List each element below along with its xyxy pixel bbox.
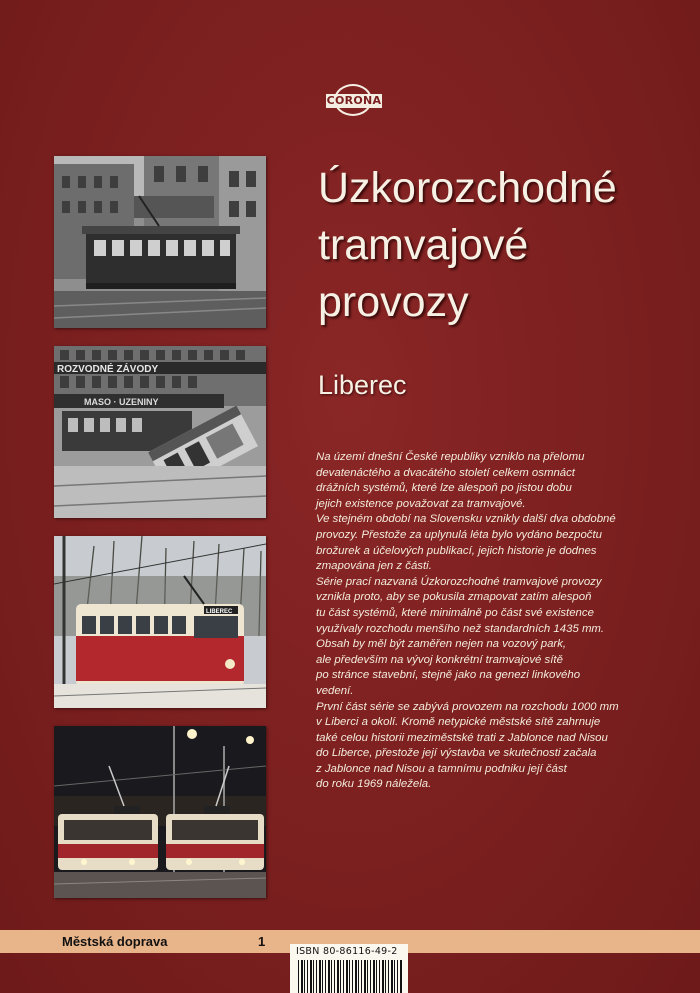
book-title xyxy=(318,160,688,331)
publisher-logo xyxy=(326,82,382,118)
blurb-line: jejich existence považovat za tramvajové. xyxy=(316,497,526,510)
blurb-paragraph-1 xyxy=(316,450,656,512)
logo-text: CORONA xyxy=(326,94,382,107)
blurb-line: zmapována jen z části. xyxy=(316,560,432,573)
series-label: Městská doprava xyxy=(62,934,168,949)
blurb-line: Série prací nazvaná Úzkorozchodné tramvajové provozy xyxy=(316,575,602,588)
blurb-paragraph-4 xyxy=(316,700,656,794)
blurb-line: Na území dnešní České republiky vzniklo na přelomu xyxy=(316,451,585,463)
isbn-barcode-sticker xyxy=(290,944,408,993)
title-line-3: provozy xyxy=(318,278,469,326)
photo-overturned-tram xyxy=(54,346,266,518)
blurb-paragraph-2 xyxy=(316,512,656,574)
shop-sign-top: ROZVODNÉ ZÁVODY xyxy=(57,364,159,375)
blurb-line: z Jablonce nad Nisou a tamnímu podniku její část xyxy=(316,762,567,775)
photo-night-trams xyxy=(54,726,266,898)
route-sign: LIBEREC xyxy=(206,609,233,615)
isbn-text: ISBN 80-86116-49-2 xyxy=(296,946,398,957)
blurb-line: po stránce stavební, stejně jako na genezi linkového xyxy=(316,669,581,682)
blurb-line: devatenáctého a dvacátého století celkem osmnáct xyxy=(316,466,575,479)
photo-modern-tram xyxy=(54,536,266,708)
blurb-line: vznikla proto, aby se pokusila zmapovat zatím alespoň xyxy=(316,591,592,604)
blurb-line: ale především na vývoj konkrétní tramvajové sítě xyxy=(316,653,563,666)
blurb-line: vedení. xyxy=(316,684,354,697)
barcode-icon xyxy=(298,960,402,993)
blurb-line: využívaly rozchodu menšího než standardních 1435 mm. xyxy=(316,622,605,635)
blurb-line: do roku 1969 náležela. xyxy=(316,778,432,791)
blurb-line: provozy. Přestože za uplynulá léta bylo vydáno bezpočtu xyxy=(316,528,602,541)
blurb-line: tu část systémů, které minimálně po část své existence xyxy=(316,606,594,619)
blurb-line: drážních systémů, které lze alespoň po jistou dobu xyxy=(316,482,572,495)
blurb-line: Obsah by měl být zaměřen nejen na vozový park, xyxy=(316,638,567,651)
blurb-line: do Liberce, přestože její výstavba ve skutečnosti začala xyxy=(316,747,597,760)
blurb-line: brožurek a účelových publikací, jejich historie je dodnes xyxy=(316,544,597,557)
blurb-line: První část série se zabývá provozem na rozchodu 1000 mm xyxy=(316,700,619,713)
blurb-line: Ve stejném období na Slovensku vznikly další dva obdobné xyxy=(316,513,616,526)
blurb-paragraph-3 xyxy=(316,575,656,700)
blurb-line: v Liberci a okolí. Kromě netypické městské sítě zahrnuje xyxy=(316,716,601,729)
photo-historic-tram xyxy=(54,156,266,328)
title-line-2: tramvajové xyxy=(318,221,529,269)
book-subtitle: Liberec xyxy=(318,370,407,400)
series-number: 1 xyxy=(258,934,266,949)
back-cover-blurb xyxy=(316,450,656,793)
shop-sign-bottom: MASO · UZENINY xyxy=(84,397,159,407)
blurb-line: také celou historii meziměstské trati z Jablonce nad Nisou xyxy=(316,731,608,744)
title-line-1: Úzkorozchodné xyxy=(318,164,617,212)
